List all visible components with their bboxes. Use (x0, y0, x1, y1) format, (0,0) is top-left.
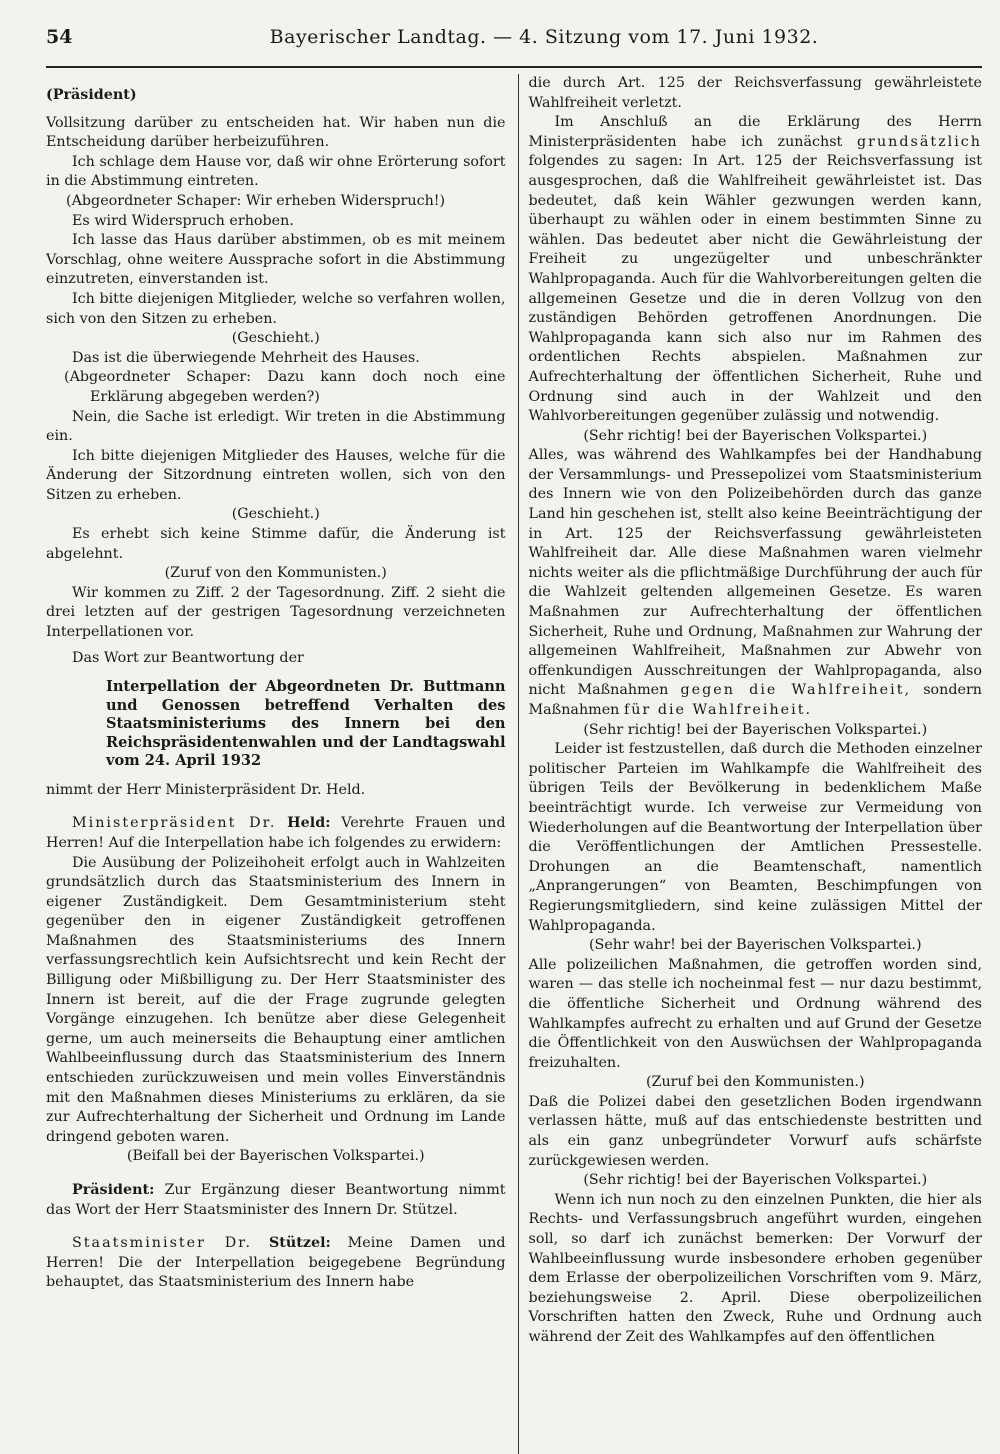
emphasis: grundsätzlich (856, 133, 982, 150)
text-run: folgendes zu sagen: In Art. 125 der Reichsverfassung ist ausgesprochen, daß die Wahlfreiheit gewährleistet ist. Das bedeutet, daß kein Wähler gezwungen werden kann, überhaupt zu wählen oder in einem bestimmten Sinne zu wählen. Das bedeutet aber nicht die Gewährleistung der Freiheit zu ungezügelter und unbeschränkter Wahlpropaganda. Auch für die Wahlvorbereitungen gelten die allgemeinen Gesetze und die in deren Vollzug von den zuständigen Behörden getroffenen Anordnungen. Die Wahlpropaganda kann sich also nur im Rahmen des ordentlichen Rechts abspielen. Maßnahmen zur Aufrechterhaltung der öffentlichen Sicherheit, Ruhe und Ordnung sind auch in der Wahlzeit und den Wahlvorbereitungen gegenüber zulässig und notwendig. (528, 153, 982, 425)
interjection: (Sehr wahr! bei der Bayerischen Volkspartei.) (588, 937, 922, 954)
paragraph: Alle polizeilichen Maßnahmen, die getroffen worden sind, waren — das stelle ich nocheinmal fest — nur dazu bestimmt, die öffentliche Sicherheit und Ordnung während des Wahlkampfes aufrecht zu erhalten und auf Grund der Gesetze die Öffentlichkeit von den Auswüchsen der Wahlpropaganda freizuhalten. (528, 956, 982, 1071)
interjection: (Zuruf bei den Kommunisten.) (645, 1074, 865, 1091)
speech-stuetzel (46, 1234, 506, 1293)
spacer (46, 800, 506, 814)
text-run: sondern Maßnahmen (528, 682, 982, 718)
interjection: (Abgeordneter Schaper: Wir erheben Widerspruch!) (66, 192, 446, 209)
speech-text: Zur Ergänzung dieser Beantwortung nimmt das Wort der Herr Staatsminister des Innern Dr. Stützel. (46, 1182, 506, 1218)
paragraph: Das ist die überwiegende Mehrheit des Hauses. (72, 349, 420, 366)
interjection: (Sehr richtig! bei der Bayerischen Volkspartei.) (583, 721, 928, 738)
interjection: (Abgeordneter Schaper: Dazu kann doch noch eine Erklärung abgegeben werden?) (64, 369, 506, 405)
speaker-name: Held: (287, 815, 331, 832)
paragraph: Nein, die Sache ist erledigt. Wir treten in die Abstimmung ein. (46, 408, 506, 445)
paragraph: Leider ist festzustellen, daß durch die Methoden einzelner politischer Parteien im Wahlkampfe die Wahlfreiheit des übrigen Teils der Bevölkerung in bedenklichem Maße beeinträchtigt wurde. Ich verweise zur Vermeidung von Wiederholungen auf die Beantwortung der Interpellation über die Veröffentlichungen der Amtlichen Pressestelle. Drohungen an die Beamtenschaft, namentlich „Anprangerungen“ von Beamten, Beschimpfungen von Regierungsmitgliedern, sind keine zulässigen Mittel der Wahlpropaganda. (528, 741, 982, 934)
speaker-role: Ministerpräsident Dr. (72, 815, 277, 832)
paragraph: Es erhebt sich keine Stimme dafür, die Änderung ist abgelehnt. (46, 526, 506, 562)
page-number: 54 (46, 26, 73, 48)
text-columns (46, 74, 982, 1454)
interjection: (Beifall bei der Bayerischen Volkspartei.) (126, 1148, 425, 1165)
speaker-tag: (Präsident) (46, 87, 137, 103)
paragraph: Es wird Widerspruch erhoben. (72, 212, 294, 229)
paragraph: Die Ausübung der Polizeihoheit erfolgt auch in Wahlzeiten grundsätzlich durch das Staatsministerium des Innern in eigener Zuständigkeit. Dem Gesamtministerium steht gegenüber den in eigener Zuständigkeit getroffenen Maßnahmen des Staatsministeriums des Innern verfassungsrechtlich kein Aufsichtsrecht und kein Recht der Billigung oder Mißbilligung zu. Der Herr Staatsminister des Innern ist bereit, auf die der Frage zugrunde gelegten Vorgänge einzugehen. Ich benütze aber diese Gelegenheit gerne, um auch meinerseits die Behauptung einer amtlichen Wahlbeeinflussung durch das Staatsministerium des Innern entschieden zurückzuweisen und mein volles Einverständnis mit den Maßnahmen dieses Ministeriums zu erklären, da sie zur Aufrechterhaltung der Sicherheit und Ordnung im Lande dringend geboten waren. (46, 854, 506, 1145)
text-run: Alles, was während des Wahlkampfes bei der Handhabung der Versammlungs- und Pressepolizei vom Staatsministerium des Innern wie von den Polizeibehörden durch das ganze Land hin geschehen ist, stellt also keine Beeinträchtigung der in Art. 125 der Reichsverfassung gewährleisteten Wahlfreiheit dar. Alle diese Maßnahmen waren vielmehr nichts weiter als die pflichtmäßige Durchführung der auch für die Wahlzeit geltenden allgemeinen Gesetze. Es waren Maßnahmen zur Aufrechterhaltung der öffentlichen Sicherheit, Ruhe und Ordnung, Maßnahmen zur Wahrung der allgemeinen Wahlfreiheit, Maßnahmen zur Abwehr von offenkundigen Ausschreitungen der Wahlpropaganda, also nicht Maßnahmen (528, 447, 982, 699)
paragraph: Ich bitte diejenigen Mitglieder, welche so verfahren wollen, sich von den Sitzen zu erheben. (46, 290, 506, 327)
paragraph: Ich bitte diejenigen Mitglieder des Hauses, welche für die Änderung der Sitzordnung eintreten wollen, sich von den Sitzen zu erheben. (46, 447, 506, 503)
speech-president (46, 1181, 506, 1220)
interjection: (Sehr richtig! bei der Bayerischen Volkspartei.) (583, 1172, 928, 1189)
speech-held (46, 814, 506, 853)
paragraph: Daß die Polizei dabei den gesetzlichen Boden irgendwann verlassen hätte, muß auf das entschiedenste bestritten und als ein ganz unbegründeter Vorwurf aufs schärfste zurückgewiesen werden. (528, 1093, 982, 1169)
interjection: (Geschieht.) (231, 506, 320, 523)
page-header (46, 26, 982, 68)
speaker-name: Stützel: (268, 1235, 331, 1252)
running-title: Bayerischer Landtag. — 4. Sitzung vom 17. Juni 1932. (269, 26, 819, 48)
interjection: (Zuruf von den Kommunisten.) (164, 565, 387, 582)
emphasis: für die Wahlfreiheit. (623, 702, 812, 718)
left-column (46, 74, 518, 1454)
interjection: (Sehr richtig! bei der Bayerischen Volkspartei.) (583, 427, 928, 444)
speaker-role: Staatsminister Dr. (72, 1235, 253, 1252)
paragraph: die durch Art. 125 der Reichsverfassung gewährleistete Wahlfreiheit verletzt. (528, 75, 982, 111)
speaker-name: Präsident: (72, 1182, 155, 1198)
paragraph: Wenn ich nun noch zu den einzelnen Punkten, die hier als Rechts- und Verfassungsbruch angeführt wurden, eingehen soll, so darf ich zunächst bemerken: Der Vorwurf der Wahlbeeinflussung wurde insbesondere erhoben gegenüber dem Erlasse der oberpolizeilichen Vorschriften vom 9. März, beziehungsweise 2. April. Diese oberpolizeilichen Vorschriften hatten den Zweck, Ruhe und Ordnung auch während der Zeit des Wahlkampfes auf den öffentlichen (528, 1191, 982, 1345)
paragraph (529, 113, 983, 427)
paragraph: Vollsitzung darüber zu entscheiden hat. Wir haben nun die Entscheidung darüber herbeizuführen. (46, 114, 506, 151)
spacer (46, 1167, 506, 1181)
paragraph: Ich lasse das Haus darüber abstimmen, ob es mit meinem Vorschlag, ohne weitere Aussprache sofort in die Abstimmung einzutreten, einverstanden ist. (46, 232, 506, 288)
spacer (46, 1220, 506, 1234)
paragraph: Das Wort zur Beantwortung der (72, 649, 304, 666)
text-run: Im Anschluß an die Erklärung des Herrn Ministerpräsidenten habe ich zunächst (528, 114, 982, 150)
interpellation-title: Interpellation der Abgeordneten Dr. Buttmann und Genossen betreffend Verhalten des Staatsministeriums des Innern bei den Reichspräsidentenwahlen und der Landtagswahl vom 24. April 1932 (106, 678, 506, 770)
emphasis: gegen die Wahlfreiheit, (680, 682, 911, 699)
right-column (519, 74, 983, 1454)
paragraph: nimmt der Herr Ministerpräsident Dr. Held. (46, 781, 366, 798)
speech-text: Verehrte Frauen und Herren! Auf die Interpellation habe ich folgendes zu erwidern: (46, 815, 506, 851)
paragraph: Ich schlage dem Hause vor, daß wir ohne Erörterung sofort in die Abstimmung eintreten. (46, 153, 506, 190)
paragraph (529, 446, 983, 720)
paragraph: Wir kommen zu Ziff. 2 der Tagesordnung. Ziff. 2 sieht die drei letzten auf der gestrigen Tagesordnung verzeichneten Interpellationen vor. (46, 584, 506, 641)
speech-text: Meine Damen und Herren! Die der Interpellation beigegebene Begründung behauptet, das Staatsministerium des Innern habe (46, 1235, 506, 1291)
interjection: (Geschieht.) (231, 330, 320, 347)
